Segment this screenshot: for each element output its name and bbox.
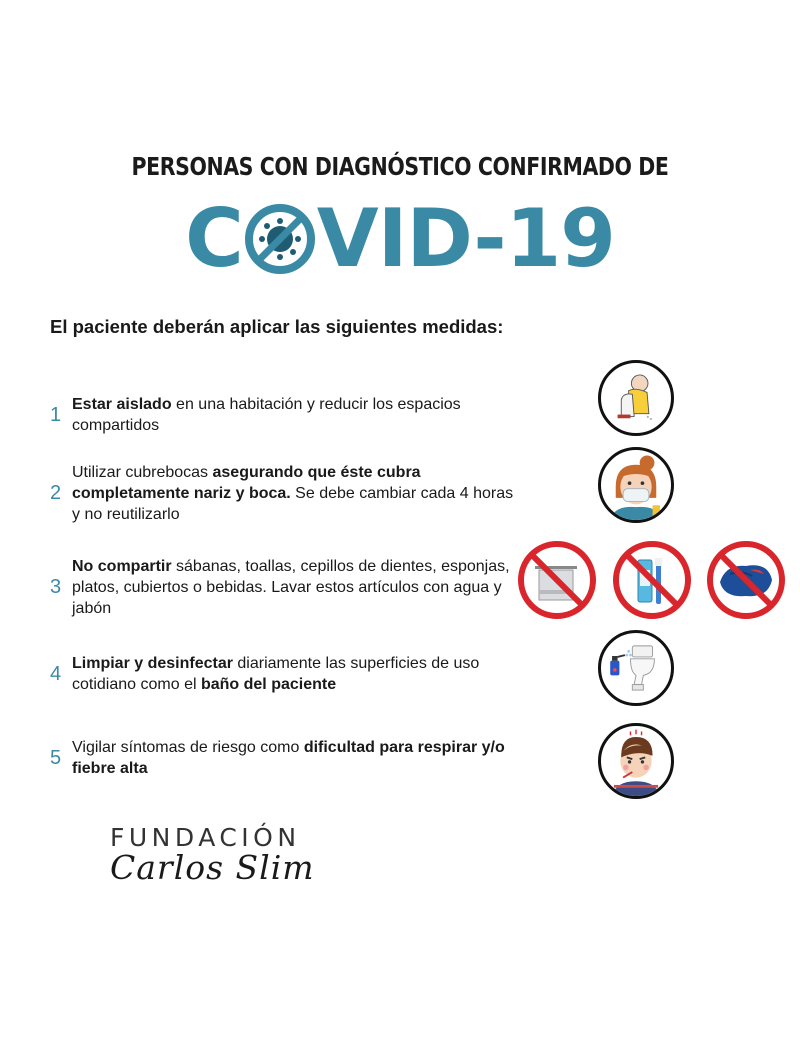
logo-letter-c: C (185, 192, 243, 285)
item-body-text: sábanas, toallas, cepillos de dientes, esponjas, platos, cubiertos o bebidas. Lavar estos artículos con agua y jabón (72, 558, 510, 617)
brand-signature-logo: Carlos Slim (110, 848, 315, 887)
no-toothbrush-sharing-icon (612, 540, 692, 620)
no-bedsheet-sharing-icon (706, 540, 786, 620)
item-text (72, 394, 520, 436)
measure-item-1 (50, 394, 520, 436)
intro-heading: El paciente deberán aplicar las siguientes medidas: (50, 316, 504, 337)
brand-foundation-label: FUNDACIÓN (110, 823, 301, 852)
item-bold-text: Estar aislado (72, 396, 172, 413)
covid-19-logo (0, 192, 800, 285)
face-mask-icon (598, 447, 674, 523)
item-text (72, 653, 520, 695)
item-bold-text: No compartir (72, 558, 172, 575)
disinfect-toilet-icon (598, 630, 674, 706)
header-title: PERSONAS CON DIAGNÓSTICO CONFIRMADO DE (131, 152, 669, 181)
item-body-text: Vigilar síntomas de riesgo como (72, 739, 304, 756)
item-bold-text: Limpiar y desinfectar (72, 655, 233, 672)
item-number: 4 (50, 662, 62, 685)
item-bold-text: dificultad para respirar y/o fiebre alta (72, 739, 505, 777)
item-body-text: diariamente las superficies de uso cotidiano como el (72, 655, 480, 693)
item-number: 5 (50, 746, 62, 769)
measure-item-2 (50, 462, 520, 525)
item-text (72, 737, 520, 779)
virus-prohibited-icon (245, 204, 315, 274)
item-bold-text: asegurando que éste cubra completamente nariz y boca. (72, 464, 421, 502)
item-body-text: Utilizar cubrebocas (72, 464, 213, 481)
item-number: 1 (50, 403, 62, 426)
item-body-text-2: Se debe cambiar cada 4 horas y no reutilizarlo (72, 485, 514, 523)
item-number: 2 (50, 482, 62, 504)
item-bold-text-2: baño del paciente (200, 676, 337, 693)
item-text (72, 462, 520, 525)
measure-item-3 (50, 556, 520, 619)
no-towel-sharing-icon (517, 540, 597, 620)
isolated-person-icon (598, 360, 674, 436)
fever-thermometer-icon (598, 723, 674, 799)
item-body-text: en una habitación y reducir los espacios compartidos (72, 396, 461, 434)
item-text (72, 556, 520, 619)
item-number: 3 (50, 576, 62, 598)
measure-item-4 (50, 653, 520, 695)
measure-item-5 (50, 737, 520, 779)
logo-letters-vid-19: VID-19 (316, 192, 615, 285)
